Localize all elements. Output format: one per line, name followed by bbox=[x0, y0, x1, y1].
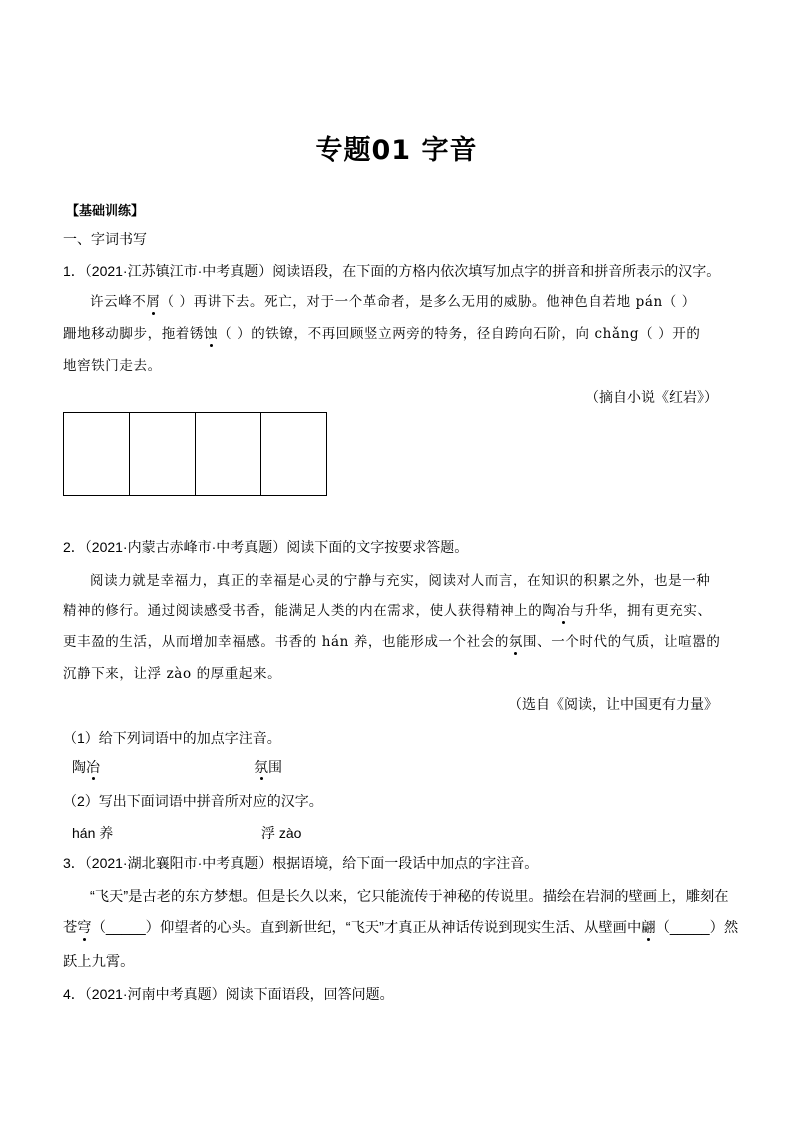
q2-source: （选自《阅读，让中国更有力量》 bbox=[508, 696, 718, 712]
q1-stem: 1．（2021·江苏镇江市·中考真题）阅读语段，在下面的方格内依次填写加点字的拼音和拼音所表示的汉字。 bbox=[63, 263, 721, 279]
q2-l3-dotted-char: 氛 bbox=[508, 634, 524, 650]
q1-l2-dotted-char: 蚀 bbox=[204, 326, 219, 342]
answer-grid bbox=[63, 412, 327, 496]
section-label: 【基础训练】 bbox=[66, 203, 145, 218]
q1-l1-a: 许云峰不 bbox=[90, 294, 147, 310]
q2-l2-b: 与升华，拥有更充实、 bbox=[570, 603, 712, 619]
answer-cell[interactable] bbox=[130, 413, 196, 495]
q2-l2-dotted-char: 冶 bbox=[556, 603, 571, 619]
q1-l2-a: 跚地移动脚步，拖着锈 bbox=[63, 326, 204, 342]
answer-cell[interactable] bbox=[196, 413, 262, 495]
q2-line-1: 阅读力就是幸福力，真正的幸福是心灵的宁静与充实，阅读对人而言，在知识的积累之外，也是一种 bbox=[90, 573, 711, 589]
q3-line-1: “飞天”是古老的东方梦想。但是长久以来，它只能流传于神秘的传说里。描绘在岩洞的壁画上，雕刻在 bbox=[90, 889, 729, 905]
q2-w1-dotted-char: 冶 bbox=[86, 759, 100, 775]
q1-line-2 bbox=[63, 322, 700, 342]
sub-label: 一、字词书写 bbox=[63, 231, 147, 247]
q3-l2-c: （_____）然 bbox=[655, 920, 739, 936]
q2-w2-b: 围 bbox=[268, 759, 282, 775]
page-title: 专题01 字音 bbox=[315, 135, 478, 166]
q2-word-4: 浮 zào bbox=[261, 825, 302, 841]
q2-l3-a: 更丰盈的生活，从而增加幸福感。书香的 hán 养，也能形成一个社会的 bbox=[63, 634, 509, 650]
q2-l3-b: 围、一个时代的气质，让喧嚣的 bbox=[523, 634, 721, 650]
q3-line-3: 跃上九霄。 bbox=[63, 954, 135, 970]
q2-word-3: hán 养 bbox=[72, 825, 114, 841]
q1-line-3: 地窖铁门走去。 bbox=[63, 358, 162, 374]
q2-word-1 bbox=[72, 757, 100, 777]
q3-l2-b: （_____）仰望者的心头。直到新世纪，“飞天”才真正从神话传说到现实生活、从壁画中 bbox=[91, 920, 642, 936]
q3-l2-dotted-char: 穹 bbox=[77, 920, 92, 936]
q2-word-2 bbox=[254, 757, 282, 777]
q2-l2-a: 精神的修行。通过阅读感受书香，能满足人类的内在需求，使人获得精神上的陶 bbox=[63, 603, 557, 619]
q3-line-2 bbox=[63, 917, 738, 937]
q1-source: （摘自小说《红岩》） bbox=[585, 389, 718, 405]
q2-w1-a: 陶 bbox=[72, 759, 86, 775]
q2-line-2 bbox=[63, 599, 712, 619]
answer-cell[interactable] bbox=[64, 413, 130, 495]
q3-l2-a: 苍 bbox=[63, 920, 78, 936]
q1-l1-dotted-char: 屑 bbox=[146, 294, 161, 310]
q1-l2-b: （ ）的铁镣，不再回顾竖立两旁的特务，径自跨向石阶，向 chǎng（ ）开的 bbox=[218, 326, 701, 342]
q3-stem: 3．（2021·湖北襄阳市·中考真题）根据语境，给下面一段话中加点的字注音。 bbox=[63, 855, 539, 871]
q1-l1-b: （ ）再讲下去。死亡，对于一个革命者，是多么无用的威胁。他神色自若地 pán（ ） bbox=[160, 294, 696, 310]
q2-sub-1: （1）给下列词语中的加点字注音。 bbox=[63, 730, 281, 746]
answer-cell[interactable] bbox=[261, 413, 326, 495]
q1-line-1 bbox=[90, 290, 696, 310]
q4-stem: 4．（2021·河南中考真题）阅读下面语段，回答问题。 bbox=[63, 986, 394, 1002]
q2-line-3 bbox=[63, 630, 720, 650]
q2-w2-dotted-char: 氛 bbox=[254, 759, 268, 775]
q2-line-4: 沉静下来，让浮 zào 的厚重起来。 bbox=[63, 666, 282, 682]
q2-sub-2: （2）写出下面词语中拼音所对应的汉字。 bbox=[63, 793, 323, 809]
q2-stem: 2．（2021·内蒙古赤峰市·中考真题）阅读下面的文字按要求答题。 bbox=[63, 539, 469, 555]
q3-l2-dotted-char-2: 翩 bbox=[641, 920, 656, 936]
